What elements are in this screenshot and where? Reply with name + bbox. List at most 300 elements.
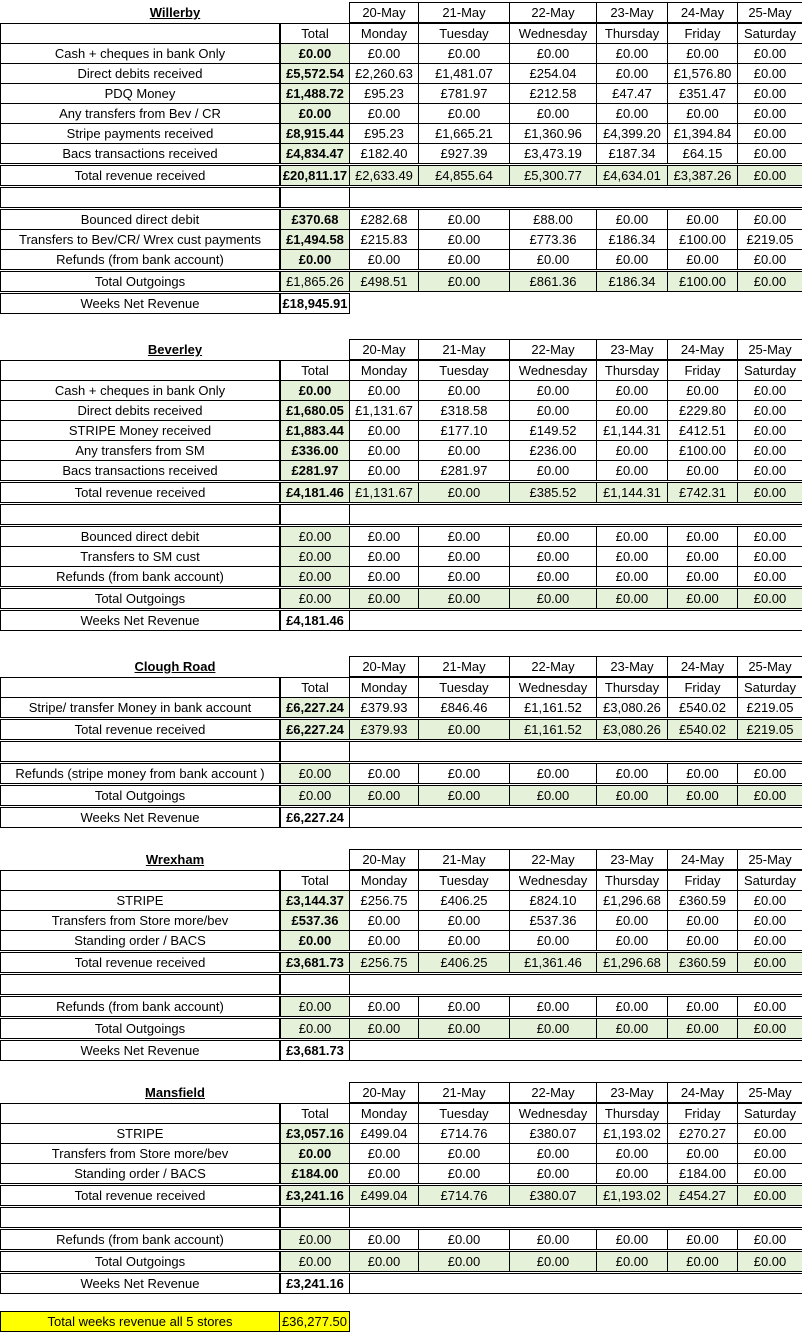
total-cell[interactable]: £0.00	[279, 43, 350, 64]
outgoing-total-label: Total Outgoings	[0, 1251, 280, 1272]
total-cell[interactable]: £0.00	[279, 249, 350, 270]
day-value-cell[interactable]: £0.00	[737, 546, 802, 567]
day-value-cell[interactable]: £0.00	[737, 123, 802, 144]
net-revenue-total[interactable]: £3,241.16	[279, 1273, 350, 1294]
day-value-cell[interactable]: £0.00	[596, 763, 668, 784]
total-cell[interactable]: £6,227.24	[279, 697, 350, 718]
day-value-cell[interactable]: £100.00	[667, 271, 738, 292]
day-value-cell[interactable]: £0.00	[737, 566, 802, 587]
total-cell[interactable]: £0.00	[279, 1018, 350, 1039]
day-value-cell[interactable]: £0.00	[509, 460, 597, 481]
day-value-cell[interactable]: £0.00	[418, 1251, 510, 1272]
row-label: Cash + cheques in bank Only	[0, 380, 280, 401]
revenue-total-label: Total revenue received	[0, 165, 280, 186]
day-value-cell[interactable]: £219.05	[737, 719, 802, 740]
day-value-cell[interactable]: £0.00	[596, 1018, 668, 1039]
day-value-cell[interactable]: £846.46	[418, 697, 510, 718]
day-value-cell[interactable]: £0.00	[418, 546, 510, 567]
day-value-cell[interactable]: £379.93	[349, 719, 419, 740]
day-value-cell[interactable]: £0.00	[418, 996, 510, 1017]
day-value-cell[interactable]: £0.00	[418, 271, 510, 292]
day-value-cell[interactable]: £0.00	[349, 526, 419, 547]
day-value-cell[interactable]: £5,300.77	[509, 165, 597, 186]
day-value-cell[interactable]: £540.02	[667, 697, 738, 718]
total-cell[interactable]: £20,811.17	[279, 165, 350, 186]
day-value-cell[interactable]: £0.00	[737, 763, 802, 784]
day-value-cell[interactable]: £0.00	[509, 249, 597, 270]
weekday-header: Tuesday	[418, 870, 510, 891]
total-cell[interactable]: £184.00	[279, 1163, 350, 1184]
day-value-cell[interactable]: £1,193.02	[596, 1185, 668, 1206]
day-value-cell[interactable]: £219.05	[737, 229, 802, 250]
day-value-cell[interactable]: £0.00	[667, 249, 738, 270]
total-cell[interactable]: £0.00	[279, 1143, 350, 1164]
row-label: Bounced direct debit	[0, 209, 280, 230]
total-cell[interactable]: £8,915.44	[279, 123, 350, 144]
header-blank	[0, 677, 280, 698]
day-value-cell[interactable]: £1,296.68	[596, 952, 668, 973]
day-value-cell[interactable]: £1,576.80	[667, 63, 738, 84]
day-value-cell[interactable]: £149.52	[509, 420, 597, 441]
day-value-cell[interactable]: £4,634.01	[596, 165, 668, 186]
day-value-cell[interactable]: £0.00	[596, 526, 668, 547]
day-value-cell[interactable]: £0.00	[596, 1251, 668, 1272]
total-cell[interactable]: £0.00	[279, 103, 350, 124]
day-value-cell[interactable]: £1,161.52	[509, 697, 597, 718]
day-value-cell[interactable]: £4,855.64	[418, 165, 510, 186]
day-value-cell[interactable]: £1,144.31	[596, 482, 668, 503]
weekday-header: Wednesday	[509, 870, 597, 891]
day-value-cell[interactable]: £0.00	[349, 785, 419, 806]
day-value-cell[interactable]: £0.00	[596, 103, 668, 124]
day-value-cell[interactable]: £0.00	[349, 380, 419, 401]
day-value-cell[interactable]: £0.00	[596, 546, 668, 567]
day-value-cell[interactable]: £0.00	[667, 1229, 738, 1250]
date-header: 22-May	[509, 1082, 597, 1103]
day-value-cell[interactable]: £0.00	[349, 440, 419, 461]
day-value-cell[interactable]: £219.05	[737, 697, 802, 718]
day-value-cell[interactable]: £0.00	[418, 566, 510, 587]
day-value-cell[interactable]: £0.00	[509, 1018, 597, 1039]
row-label: Refunds (from bank account)	[0, 566, 280, 587]
total-cell[interactable]: £3,144.37	[279, 890, 350, 911]
day-value-cell[interactable]: £270.27	[667, 1123, 738, 1144]
total-cell[interactable]: £1,865.26	[279, 271, 350, 292]
total-cell[interactable]: £3,057.16	[279, 1123, 350, 1144]
day-value-cell[interactable]: £0.00	[667, 588, 738, 609]
total-cell[interactable]: £370.68	[279, 209, 350, 230]
day-value-cell[interactable]: £0.00	[667, 930, 738, 951]
day-value-cell[interactable]: £0.00	[596, 440, 668, 461]
day-value-cell[interactable]: £229.80	[667, 400, 738, 421]
day-value-cell[interactable]: £1,131.67	[349, 400, 419, 421]
weekday-header: Tuesday	[418, 677, 510, 698]
day-value-cell[interactable]: £0.00	[737, 588, 802, 609]
day-value-cell[interactable]: £1,144.31	[596, 420, 668, 441]
total-cell[interactable]: £537.36	[279, 910, 350, 931]
spacer-cell	[0, 974, 280, 995]
spacer-cell	[349, 974, 802, 995]
day-value-cell[interactable]: £0.00	[596, 380, 668, 401]
day-value-cell[interactable]: £0.00	[596, 910, 668, 931]
total-cell[interactable]: £0.00	[279, 1229, 350, 1250]
date-header: 22-May	[509, 2, 597, 23]
day-value-cell[interactable]: £0.00	[596, 209, 668, 230]
day-value-cell[interactable]: £742.31	[667, 482, 738, 503]
day-value-cell[interactable]: £0.00	[667, 1251, 738, 1272]
day-value-cell[interactable]: £0.00	[509, 1163, 597, 1184]
day-value-cell[interactable]: £0.00	[349, 546, 419, 567]
day-value-cell[interactable]: £0.00	[509, 566, 597, 587]
spacer-cell	[349, 504, 802, 525]
day-value-cell[interactable]: £0.00	[737, 890, 802, 911]
day-value-cell[interactable]: £0.00	[349, 930, 419, 951]
day-value-cell[interactable]: £0.00	[509, 930, 597, 951]
grand-total-value[interactable]: £36,277.50	[279, 1311, 350, 1332]
day-value-cell[interactable]: £0.00	[418, 209, 510, 230]
total-cell[interactable]: £5,572.54	[279, 63, 350, 84]
day-value-cell[interactable]: £3,473.19	[509, 143, 597, 164]
total-cell[interactable]: £0.00	[279, 930, 350, 951]
day-value-cell[interactable]: £236.00	[509, 440, 597, 461]
day-value-cell[interactable]: £2,633.49	[349, 165, 419, 186]
day-value-cell[interactable]: £537.36	[509, 910, 597, 931]
total-cell[interactable]: £0.00	[279, 566, 350, 587]
date-header: 23-May	[596, 1082, 668, 1103]
day-value-cell[interactable]: £0.00	[667, 380, 738, 401]
day-value-cell[interactable]: £0.00	[737, 249, 802, 270]
day-value-cell[interactable]: £0.00	[596, 566, 668, 587]
day-value-cell[interactable]: £0.00	[737, 996, 802, 1017]
day-value-cell[interactable]: £0.00	[737, 143, 802, 164]
day-value-cell[interactable]: £0.00	[737, 103, 802, 124]
day-value-cell[interactable]: £824.10	[509, 890, 597, 911]
day-value-cell[interactable]: £379.93	[349, 697, 419, 718]
total-cell[interactable]: £1,488.72	[279, 83, 350, 104]
day-value-cell[interactable]: £100.00	[667, 440, 738, 461]
day-value-cell[interactable]: £88.00	[509, 209, 597, 230]
day-value-cell[interactable]: £0.00	[737, 1143, 802, 1164]
day-value-cell[interactable]: £0.00	[596, 785, 668, 806]
day-value-cell[interactable]: £0.00	[509, 1229, 597, 1250]
day-value-cell[interactable]: £256.75	[349, 890, 419, 911]
day-value-cell[interactable]: £3,387.26	[667, 165, 738, 186]
total-cell[interactable]: £4,181.46	[279, 482, 350, 503]
day-value-cell[interactable]: £0.00	[737, 1229, 802, 1250]
day-value-cell[interactable]: £0.00	[349, 1251, 419, 1272]
day-value-cell[interactable]: £0.00	[509, 43, 597, 64]
day-value-cell[interactable]: £0.00	[418, 785, 510, 806]
day-value-cell[interactable]: £0.00	[349, 996, 419, 1017]
day-value-cell[interactable]: £47.47	[596, 83, 668, 104]
day-value-cell[interactable]: £0.00	[737, 1123, 802, 1144]
day-value-cell[interactable]: £498.51	[349, 271, 419, 292]
day-value-cell[interactable]: £360.59	[667, 952, 738, 973]
day-value-cell[interactable]: £0.00	[596, 1163, 668, 1184]
day-value-cell[interactable]: £0.00	[596, 996, 668, 1017]
day-value-cell[interactable]: £0.00	[667, 1018, 738, 1039]
day-value-cell[interactable]: £0.00	[349, 1143, 419, 1164]
date-header: 24-May	[667, 656, 738, 677]
day-value-cell[interactable]: £0.00	[509, 763, 597, 784]
day-value-cell[interactable]: £0.00	[349, 43, 419, 64]
total-cell[interactable]: £0.00	[279, 1251, 350, 1272]
day-value-cell[interactable]: £0.00	[667, 103, 738, 124]
day-value-cell[interactable]: £0.00	[418, 763, 510, 784]
day-value-cell[interactable]: £0.00	[418, 1229, 510, 1250]
date-header: 25-May	[737, 656, 802, 677]
day-value-cell[interactable]: £4,399.20	[596, 123, 668, 144]
day-value-cell[interactable]: £0.00	[509, 785, 597, 806]
day-value-cell[interactable]: £0.00	[349, 588, 419, 609]
total-cell[interactable]: £0.00	[279, 763, 350, 784]
day-value-cell[interactable]: £0.00	[418, 440, 510, 461]
day-value-cell[interactable]: £0.00	[349, 566, 419, 587]
day-value-cell[interactable]: £351.47	[667, 83, 738, 104]
day-value-cell[interactable]: £0.00	[418, 930, 510, 951]
weekday-header: Friday	[667, 23, 738, 44]
day-value-cell[interactable]: £187.34	[596, 143, 668, 164]
day-value-cell[interactable]: £0.00	[737, 380, 802, 401]
day-value-cell[interactable]: £0.00	[596, 63, 668, 84]
net-revenue-total[interactable]: £6,227.24	[279, 807, 350, 828]
day-value-cell[interactable]: £0.00	[667, 910, 738, 931]
day-value-cell[interactable]: £3,080.26	[596, 697, 668, 718]
spacer-cell	[279, 187, 350, 208]
day-value-cell[interactable]: £714.76	[418, 1123, 510, 1144]
total-cell[interactable]: £1,883.44	[279, 420, 350, 441]
day-value-cell[interactable]: £100.00	[667, 229, 738, 250]
day-value-cell[interactable]: £0.00	[596, 588, 668, 609]
day-value-cell[interactable]: £0.00	[596, 1143, 668, 1164]
day-value-cell[interactable]: £0.00	[737, 785, 802, 806]
day-value-cell[interactable]: £0.00	[737, 43, 802, 64]
day-value-cell[interactable]: £64.15	[667, 143, 738, 164]
day-value-cell[interactable]: £1,360.96	[509, 123, 597, 144]
total-cell[interactable]: £0.00	[279, 785, 350, 806]
day-value-cell[interactable]: £0.00	[509, 1143, 597, 1164]
day-value-cell[interactable]: £1,296.68	[596, 890, 668, 911]
day-value-cell[interactable]: £186.34	[596, 229, 668, 250]
day-value-cell[interactable]: £0.00	[737, 952, 802, 973]
day-value-cell[interactable]: £781.97	[418, 83, 510, 104]
day-value-cell[interactable]: £0.00	[596, 249, 668, 270]
day-value-cell[interactable]: £0.00	[509, 400, 597, 421]
day-value-cell[interactable]: £0.00	[596, 1229, 668, 1250]
total-header: Total	[279, 360, 350, 381]
day-value-cell[interactable]: £95.23	[349, 123, 419, 144]
total-cell[interactable]: £1,680.05	[279, 400, 350, 421]
total-cell[interactable]: £0.00	[279, 588, 350, 609]
day-value-cell[interactable]: £0.00	[418, 1143, 510, 1164]
outgoing-total-label: Total Outgoings	[0, 1018, 280, 1039]
day-value-cell[interactable]: £0.00	[737, 482, 802, 503]
day-value-cell[interactable]: £0.00	[737, 400, 802, 421]
total-cell[interactable]: £0.00	[279, 526, 350, 547]
weekday-header: Saturday	[737, 360, 802, 381]
day-value-cell[interactable]: £0.00	[737, 1251, 802, 1272]
day-value-cell[interactable]: £0.00	[509, 588, 597, 609]
day-value-cell[interactable]: £186.34	[596, 271, 668, 292]
day-value-cell[interactable]: £0.00	[596, 930, 668, 951]
total-cell[interactable]: £336.00	[279, 440, 350, 461]
day-value-cell[interactable]: £0.00	[349, 910, 419, 931]
total-cell[interactable]: £1,494.58	[279, 229, 350, 250]
day-value-cell[interactable]: £0.00	[737, 440, 802, 461]
date-header: 21-May	[418, 1082, 510, 1103]
day-value-cell[interactable]: £412.51	[667, 420, 738, 441]
day-value-cell[interactable]: £0.00	[509, 103, 597, 124]
day-value-cell[interactable]: £0.00	[737, 83, 802, 104]
day-value-cell[interactable]: £0.00	[667, 526, 738, 547]
day-value-cell[interactable]: £282.68	[349, 209, 419, 230]
net-revenue-total[interactable]: £18,945.91	[279, 293, 350, 314]
day-value-cell[interactable]: £256.75	[349, 952, 419, 973]
day-value-cell[interactable]: £0.00	[349, 460, 419, 481]
day-value-cell[interactable]: £0.00	[349, 103, 419, 124]
day-value-cell[interactable]: £0.00	[418, 1018, 510, 1039]
day-value-cell[interactable]: £95.23	[349, 83, 419, 104]
day-value-cell[interactable]: £0.00	[418, 103, 510, 124]
day-value-cell[interactable]: £0.00	[737, 910, 802, 931]
weekday-header: Friday	[667, 870, 738, 891]
spacer-cell	[0, 1207, 280, 1228]
day-value-cell[interactable]: £0.00	[349, 420, 419, 441]
day-value-cell[interactable]: £0.00	[349, 1163, 419, 1184]
day-value-cell[interactable]: £0.00	[737, 1185, 802, 1206]
day-value-cell[interactable]: £0.00	[667, 43, 738, 64]
day-value-cell[interactable]: £318.58	[418, 400, 510, 421]
day-value-cell[interactable]: £3,080.26	[596, 719, 668, 740]
day-value-cell[interactable]: £454.27	[667, 1185, 738, 1206]
day-value-cell[interactable]: £0.00	[667, 996, 738, 1017]
total-cell[interactable]: £0.00	[279, 546, 350, 567]
total-cell[interactable]: £3,681.73	[279, 952, 350, 973]
day-value-cell[interactable]: £0.00	[596, 460, 668, 481]
day-value-cell[interactable]: £0.00	[667, 546, 738, 567]
day-value-cell[interactable]: £0.00	[418, 43, 510, 64]
day-value-cell[interactable]: £1,131.67	[349, 482, 419, 503]
total-cell[interactable]: £6,227.24	[279, 719, 350, 740]
total-cell[interactable]: £4,834.47	[279, 143, 350, 164]
day-value-cell[interactable]: £0.00	[349, 249, 419, 270]
weekday-header: Monday	[349, 360, 419, 381]
spacer-cell	[279, 741, 350, 762]
day-value-cell[interactable]: £0.00	[596, 43, 668, 64]
total-cell[interactable]: £0.00	[279, 380, 350, 401]
day-value-cell[interactable]: £215.83	[349, 229, 419, 250]
total-cell[interactable]: £0.00	[279, 996, 350, 1017]
day-value-cell[interactable]: £380.07	[509, 1185, 597, 1206]
day-value-cell[interactable]: £0.00	[418, 1163, 510, 1184]
day-value-cell[interactable]: £0.00	[349, 763, 419, 784]
date-header: 25-May	[737, 2, 802, 23]
day-value-cell[interactable]: £499.04	[349, 1185, 419, 1206]
day-value-cell[interactable]: £0.00	[667, 763, 738, 784]
net-revenue-total[interactable]: £4,181.46	[279, 610, 350, 631]
day-value-cell[interactable]: £2,260.63	[349, 63, 419, 84]
net-row-blank	[349, 1273, 802, 1294]
day-value-cell[interactable]: £0.00	[349, 1018, 419, 1039]
total-cell[interactable]: £281.97	[279, 460, 350, 481]
day-value-cell[interactable]: £380.07	[509, 1123, 597, 1144]
day-value-cell[interactable]: £212.58	[509, 83, 597, 104]
day-value-cell[interactable]: £0.00	[509, 996, 597, 1017]
day-value-cell[interactable]: £0.00	[509, 546, 597, 567]
day-value-cell[interactable]: £714.76	[418, 1185, 510, 1206]
day-value-cell[interactable]: £184.00	[667, 1163, 738, 1184]
day-value-cell[interactable]: £0.00	[418, 588, 510, 609]
day-value-cell[interactable]: £0.00	[737, 209, 802, 230]
day-value-cell[interactable]: £406.25	[418, 952, 510, 973]
day-value-cell[interactable]: £0.00	[737, 526, 802, 547]
day-value-cell[interactable]: £499.04	[349, 1123, 419, 1144]
section-title: Clough Road	[134, 659, 216, 674]
day-value-cell[interactable]: £1,665.21	[418, 123, 510, 144]
total-cell[interactable]: £3,241.16	[279, 1185, 350, 1206]
day-value-cell[interactable]: £0.00	[737, 1018, 802, 1039]
day-value-cell[interactable]: £1,394.84	[667, 123, 738, 144]
day-value-cell[interactable]: £0.00	[737, 420, 802, 441]
day-value-cell[interactable]: £0.00	[418, 526, 510, 547]
day-value-cell[interactable]: £540.02	[667, 719, 738, 740]
day-value-cell[interactable]: £0.00	[349, 1229, 419, 1250]
day-value-cell[interactable]: £0.00	[418, 229, 510, 250]
day-value-cell[interactable]: £0.00	[418, 910, 510, 931]
day-value-cell[interactable]: £0.00	[737, 271, 802, 292]
total-header: Total	[279, 870, 350, 891]
day-value-cell[interactable]: £254.04	[509, 63, 597, 84]
day-value-cell[interactable]: £927.39	[418, 143, 510, 164]
day-value-cell[interactable]: £0.00	[737, 1163, 802, 1184]
day-value-cell[interactable]: £0.00	[509, 380, 597, 401]
revenue-total-label: Total revenue received	[0, 719, 280, 740]
net-revenue-total[interactable]: £3,681.73	[279, 1040, 350, 1061]
day-value-cell[interactable]: £0.00	[667, 1143, 738, 1164]
day-value-cell[interactable]: £0.00	[667, 209, 738, 230]
day-value-cell[interactable]: £281.97	[418, 460, 510, 481]
day-value-cell[interactable]: £0.00	[509, 526, 597, 547]
day-value-cell[interactable]: £0.00	[667, 460, 738, 481]
day-value-cell[interactable]: £406.25	[418, 890, 510, 911]
day-value-cell[interactable]: £385.52	[509, 482, 597, 503]
day-value-cell[interactable]: £0.00	[418, 380, 510, 401]
day-value-cell[interactable]: £0.00	[418, 719, 510, 740]
day-value-cell[interactable]: £1,481.07	[418, 63, 510, 84]
day-value-cell[interactable]: £773.36	[509, 229, 597, 250]
day-value-cell[interactable]: £0.00	[737, 63, 802, 84]
date-header: 24-May	[667, 849, 738, 870]
day-value-cell[interactable]: £0.00	[667, 566, 738, 587]
day-value-cell[interactable]: £0.00	[737, 460, 802, 481]
day-value-cell[interactable]: £360.59	[667, 890, 738, 911]
day-value-cell[interactable]: £177.10	[418, 420, 510, 441]
day-value-cell[interactable]: £0.00	[667, 785, 738, 806]
day-value-cell[interactable]: £1,161.52	[509, 719, 597, 740]
date-header: 20-May	[349, 1082, 419, 1103]
day-value-cell[interactable]: £0.00	[418, 249, 510, 270]
header-blank	[0, 870, 280, 891]
day-value-cell[interactable]: £0.00	[737, 165, 802, 186]
day-value-cell[interactable]: £0.00	[737, 930, 802, 951]
day-value-cell[interactable]: £0.00	[509, 1251, 597, 1272]
day-value-cell[interactable]: £0.00	[418, 482, 510, 503]
day-value-cell[interactable]: £0.00	[596, 400, 668, 421]
day-value-cell[interactable]: £1,361.46	[509, 952, 597, 973]
day-value-cell[interactable]: £1,193.02	[596, 1123, 668, 1144]
day-value-cell[interactable]: £861.36	[509, 271, 597, 292]
day-value-cell[interactable]: £182.40	[349, 143, 419, 164]
